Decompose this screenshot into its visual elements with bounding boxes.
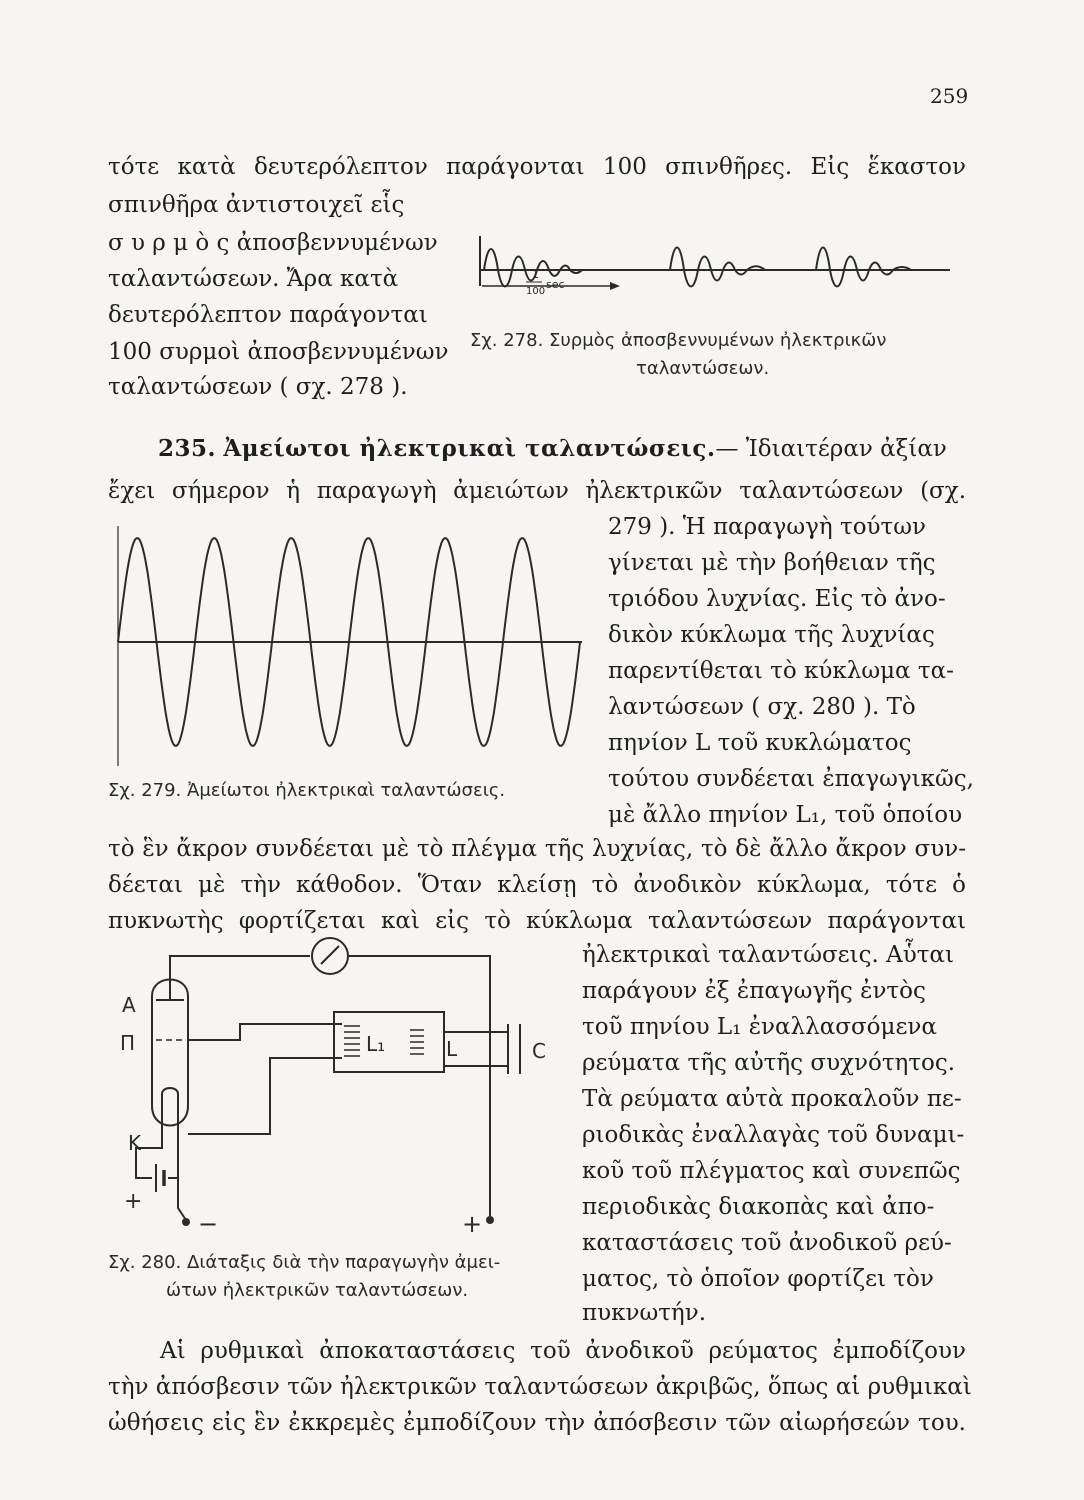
text-line: τὴν ἀπόσβεσιν τῶν ἠλεκτρικῶν ταλαντώσεων ἀκριβῶς, ὅπως αἱ ρυθμικαὶ xyxy=(108,1374,972,1400)
fig278-train-3 xyxy=(816,248,911,287)
text-line: τότε κατὰ δευτερόλεπτον παράγονται 100 σπινθῆρες. Εἰς ἕκαστον xyxy=(108,154,966,180)
terminal-plus xyxy=(486,1216,494,1224)
text-line: τὸ ἓν ἄκρον συνδέεται μὲ τὸ πλέγμα τῆς λυχνίας, τὸ δὲ ἄλλο ἄκρον συν- xyxy=(108,836,966,862)
text-line: παρεντίθεται τὸ κύκλωμα τα- xyxy=(608,658,954,684)
terminal-minus xyxy=(182,1218,190,1226)
text-line: δέεται μὲ τὴν κάθοδον. Ὅταν κλείσῃ τὸ ἀνοδικὸν κύκλωμα, τότε ὁ xyxy=(108,872,966,898)
wire-grid-return xyxy=(188,1058,342,1134)
label-A: A xyxy=(122,993,136,1017)
meter-needle xyxy=(321,946,339,964)
coil-L1-icon xyxy=(344,1026,360,1056)
fig278-scale-unit: sec xyxy=(546,278,565,291)
label-minus-left: − xyxy=(198,1210,219,1238)
text-line: παράγουν ἐξ ἐπαγωγῆς ἐντὸς xyxy=(582,978,926,1004)
section-heading xyxy=(158,434,947,464)
text-line: πυκνωτὴς φορτίζεται καὶ εἰς τὸ κύκλωμα ταλαντώσεων παράγονται xyxy=(108,908,966,934)
text-line: ταλαντώσεων ( σχ. 278 ). xyxy=(108,374,408,400)
fig278-scale-num: 1 xyxy=(532,268,539,281)
label-plus-left: + xyxy=(124,1189,143,1214)
text-line: καταστάσεις τοῦ ἀνοδικοῦ ρεύ- xyxy=(582,1230,952,1256)
fig278-scale-arrow xyxy=(610,282,620,290)
text-line: ταλαντώσεων. Ἄρα κατὰ xyxy=(108,266,399,292)
text-line: 279 ). Ἡ παραγωγὴ τούτων xyxy=(608,514,926,540)
text-line: ὠθήσεις εἰς ἓν ἐκκρεμὲς ἐμποδίζουν τὴν ἀπόσβεσιν τῶν αἰωρήσεών του. xyxy=(108,1410,966,1436)
coil-L-icon xyxy=(410,1030,424,1054)
text-line: ἔχει σήμερον ἡ παραγωγὴ ἀμειώτων ἠλεκτρικῶν ταλαντώσεων (σχ. xyxy=(108,478,966,504)
section-title: Ἀμείωτοι ἠλεκτρικαὶ ταλαντώσεις. xyxy=(223,435,716,462)
text-line: κοῦ τοῦ πλέγματος καὶ συνεπῶς xyxy=(582,1158,961,1184)
fig280-caption-2: ώτων ἠλεκτρικῶν ταλαντώσεων. xyxy=(166,1280,469,1301)
label-L1: L₁ xyxy=(366,1032,386,1056)
figure-279-sustained-oscillations xyxy=(112,506,592,776)
fig278-scale-den: 100 xyxy=(526,286,546,297)
fig278-train-2 xyxy=(670,248,765,287)
label-P: Π xyxy=(120,1031,136,1055)
section-number: 235. xyxy=(158,435,217,462)
text-line: ἠλεκτρικαὶ ταλαντώσεις. Αὗται xyxy=(582,942,954,968)
text-line: σπινθῆρα ἀντιστοιχεῖ εἷς xyxy=(108,192,405,218)
text-line: ριοδικὰς ἐναλλαγὰς τοῦ δυναμι- xyxy=(582,1122,965,1148)
text-line: σ υ ρ μ ὸ ς ἀποσβεννυμένων xyxy=(108,230,438,256)
figure-280-triode-circuit xyxy=(110,938,580,1238)
label-L: L xyxy=(446,1037,458,1061)
figure-278-damped-trains xyxy=(470,226,960,306)
text-line: πηνίον L τοῦ κυκλώματος xyxy=(608,730,912,756)
triode-tube xyxy=(152,980,188,1126)
fig279-caption: Σχ. 279. Ἀμείωτοι ἠλεκτρικαὶ ταλαντώσεις. xyxy=(108,780,506,801)
text-line: 100 συρμοὶ ἀποσβεννυμένων xyxy=(108,339,449,365)
text-line: μὲ ἄλλο πηνίον L₁, τοῦ ὁποίου xyxy=(608,802,963,828)
fig280-caption: Σχ. 280. Διάταξις διὰ τὴν παραγωγὴν ἀμει- xyxy=(108,1252,501,1273)
page-number: 259 xyxy=(930,84,969,108)
wire-anode xyxy=(170,956,310,966)
wire-grid xyxy=(188,1024,342,1040)
section-lead: — Ἰδιαιτέραν ἀξίαν xyxy=(715,436,947,462)
fig278-caption-2: ταλαντώσεων. xyxy=(636,358,770,379)
coupling-frame xyxy=(334,1012,444,1072)
text-line: τοῦ πηνίου L₁ ἐναλλασσόμενα xyxy=(582,1014,937,1040)
wire-neg xyxy=(178,1178,186,1220)
text-line: Τὰ ρεύματα αὐτὰ προκαλοῦν πε- xyxy=(582,1086,962,1112)
text-line: δευτερόλεπτον παράγονται xyxy=(108,302,428,328)
text-line: Αἱ ρυθμικαὶ ἀποκαταστάσεις τοῦ ἀνοδικοῦ ρεύματος ἐμποδίζουν xyxy=(160,1338,966,1364)
text-line: τριόδου λυχνίας. Εἰς τὸ ἀνο- xyxy=(608,586,946,612)
fig278-caption: Σχ. 278. Συρμὸς ἀποσβεννυμένων ἠλεκτρικῶν xyxy=(470,330,887,351)
text-line: ρεύματα τῆς αὐτῆς συχνότητος. xyxy=(582,1050,956,1076)
text-line: λαντώσεων ( σχ. 280 ). Τὸ xyxy=(608,694,916,720)
text-line: τούτου συνδέεται ἐπαγωγικῶς, xyxy=(608,766,974,792)
text-line: περιοδικὰς διακοπὰς καὶ ἀπο- xyxy=(582,1194,935,1220)
label-C: C xyxy=(532,1039,546,1063)
text-line: γίνεται μὲ τὴν βοήθειαν τῆς xyxy=(608,550,936,576)
filament xyxy=(162,1088,178,1114)
text-line: πυκνωτήν. xyxy=(582,1300,707,1326)
label-plus-right: + xyxy=(462,1210,483,1238)
wire-right xyxy=(348,956,490,1216)
text-line: ματος, τὸ ὁποῖον φορτίζει τὸν xyxy=(582,1266,934,1292)
label-K: K xyxy=(128,1131,142,1155)
text-line: δικὸν κύκλωμα τῆς λυχνίας xyxy=(608,622,935,648)
